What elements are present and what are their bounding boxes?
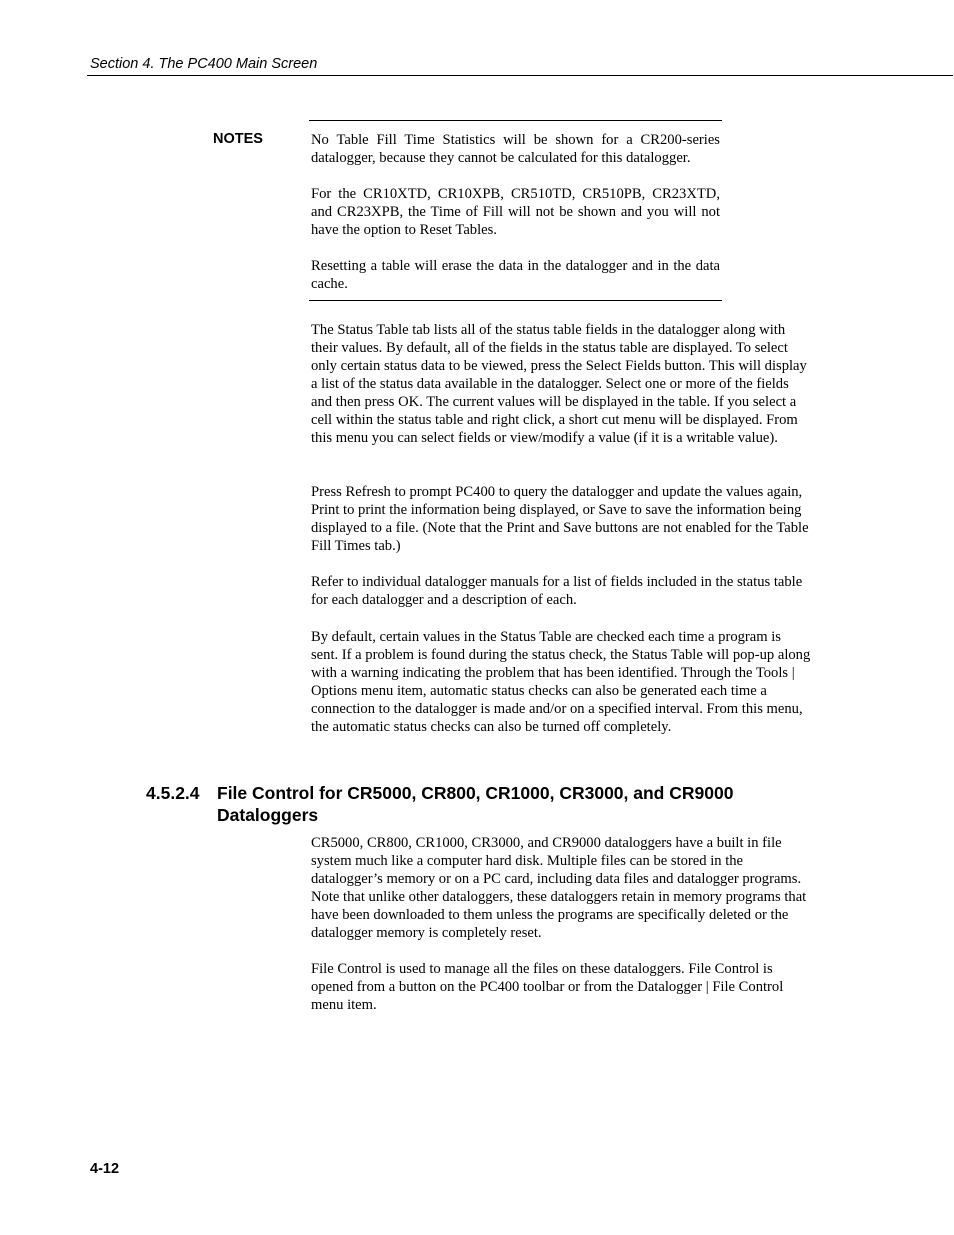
notes-label: NOTES [213,131,263,147]
paragraph-status-check: By default, certain values in the Status Table are checked each time a program is sent. If a problem is found during the status check, the Status Table will pop-up along with a warning indicating the problem that has been identified. Through the Tools | Options menu item, automatic status checks can also be generated each time a connection to the datalogger is made and/or on a specified interval. From this menu, the automatic status checks can also be turned off completely. [311,629,811,735]
paragraph-file-system: CR5000, CR800, CR1000, CR3000, and CR9000 dataloggers have a built in file system much like a computer hard disk. Multiple files can be stored in the datalogger’s memory or on a PC card, including data files and datalogger programs. Note that unlike other dataloggers, these dataloggers retain in memory programs that have been downloaded to them unless the programs are specifically deleted or the datalogger memory is completely reset. [311,835,807,941]
note-reset-table: Resetting a table will erase the data in the datalogger and in the data cache. [311,258,720,292]
paragraph-status-table: The Status Table tab lists all of the status table fields in the datalogger along with their values. By default, all of the fields in the status table are displayed. To select only certain status data to be viewed, press the Select Fields button. This will display a list of the status data available in the datalogger. Select one or more of the fields and then press OK. The current values will be displayed in the table. If you select a cell within the status table and right click, a short cut menu will be displayed. From this menu you can select fields or view/modify a value (if it is a writable value). [311,322,807,446]
paragraph-refresh: Press Refresh to prompt PC400 to query the datalogger and update the values again, Print to print the information being displayed, or Save to save the information being displayed to a file. (Note that the Print and Save buttons are not enabled for the Table Fill Times tab.) [311,484,809,554]
page-number: 4-12 [90,1161,120,1177]
paragraph-refer-manuals: Refer to individual datalogger manuals for a list of fields included in the status table for each datalogger and a description of each. [311,574,803,608]
note-time-of-fill: For the CR10XTD, CR10XPB, CR510TD, CR510PB, CR23XTD, and CR23XPB, the Time of Fill will not be shown and you will not have the option to Reset Tables. [311,186,720,238]
header-rule [87,75,953,76]
section-heading: File Control for CR5000, CR800, CR1000, CR3000, and CR9000 Dataloggers [217,783,734,825]
paragraph-file-control: File Control is used to manage all the files on these dataloggers. File Control is opened from a button on the PC400 toolbar or from the Datalogger | File Control menu item. [311,961,784,1013]
section-number: 4.5.2.4 [146,783,200,803]
note-cr200: No Table Fill Time Statistics will be shown for a CR200-series datalogger, because they cannot be calculated for this datalogger. [311,132,720,166]
running-header: Section 4. The PC400 Main Screen [90,56,318,72]
